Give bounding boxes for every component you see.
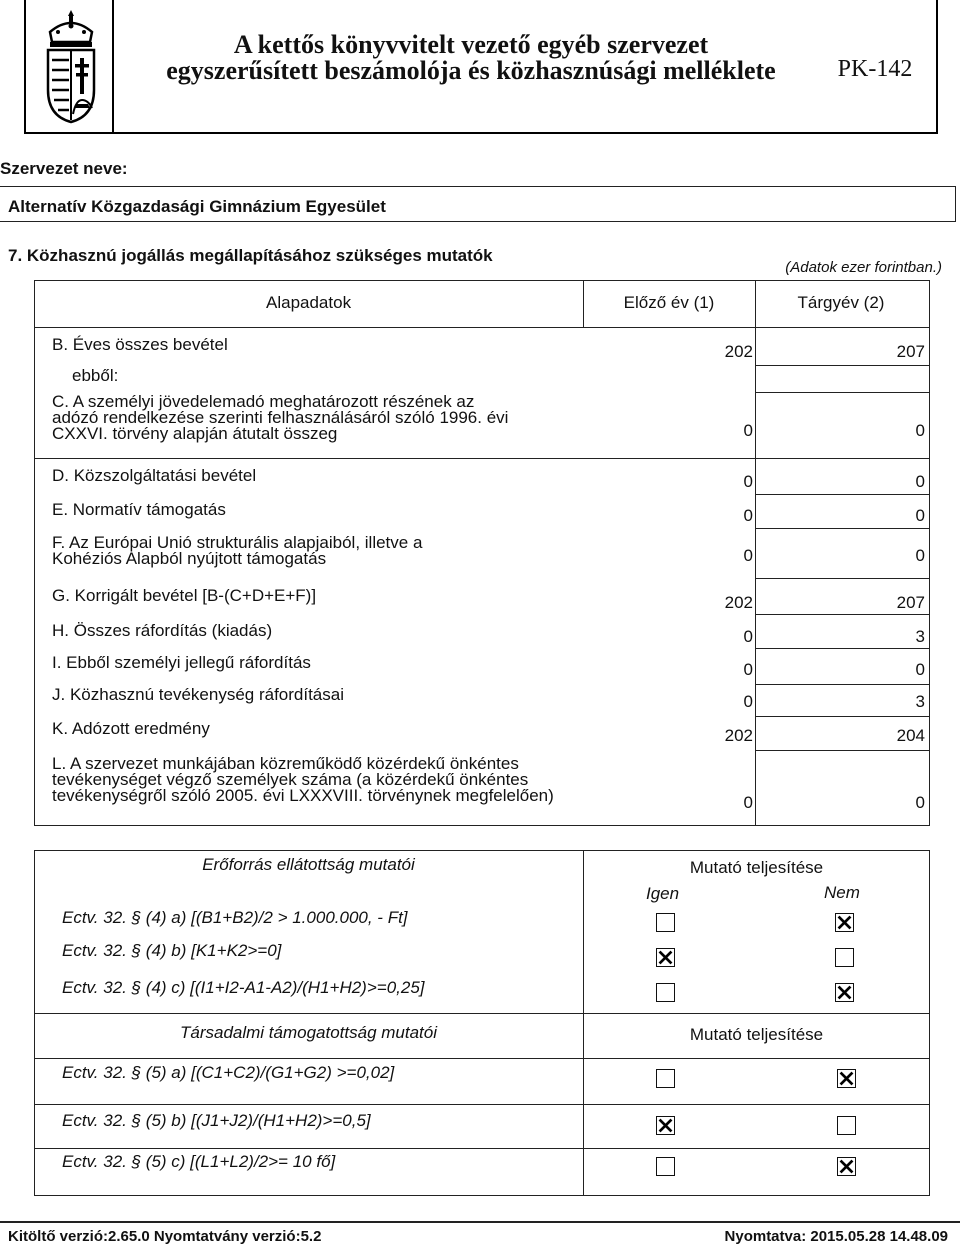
checkbox-social-b-no[interactable] [837, 1116, 856, 1135]
prev-value-h: 0 [743, 627, 753, 646]
check-mark-icon [838, 1070, 855, 1087]
check-mark-icon [836, 984, 853, 1001]
row-label-e: E. Normatív támogatás [52, 500, 226, 519]
yes-column-label: Igen [646, 884, 680, 903]
row-label-d: D. Közszolgáltatási bevétel [52, 466, 257, 485]
indicators-row-line [34, 1148, 930, 1149]
checkbox-resource-c-yes[interactable] [656, 983, 675, 1002]
row-label-h: H. Összes ráfordítás (kiadás) [52, 621, 273, 640]
no-column-label: Nem [824, 883, 860, 902]
resource-indicator-b: Ectv. 32. § (4) b) [K1+K2>=0] [62, 941, 282, 960]
curr-value-l: 0 [915, 793, 925, 812]
prev-value-i: 0 [743, 660, 753, 679]
check-mark-icon [657, 1117, 674, 1134]
row-label-k: K. Adózott eredmény [52, 719, 210, 738]
checkbox-resource-a-no[interactable] [835, 913, 854, 932]
prev-value-b: 202 [724, 342, 753, 361]
row-line [755, 614, 930, 615]
row-line [755, 494, 930, 495]
curr-value-g: 207 [896, 593, 925, 612]
row-line [34, 458, 930, 459]
header-row-line [34, 327, 930, 328]
curr-value-i: 0 [915, 660, 925, 679]
prev-value-g: 202 [724, 593, 753, 612]
indicators-col-divider [583, 850, 584, 1196]
resource-indicator-c: Ectv. 32. § (4) c) [(I1+I2-A1-A2)/(H1+H2)>=0,25] [62, 978, 425, 997]
prev-value-e: 0 [743, 506, 753, 525]
curr-value-j: 3 [915, 692, 925, 711]
row-label-of-which: ebből: [72, 366, 119, 385]
indicators-row-line [34, 1104, 930, 1105]
prev-value-k: 202 [724, 726, 753, 745]
curr-value-d: 0 [915, 472, 925, 491]
curr-value-k: 204 [896, 726, 925, 745]
social-indicator-c: Ectv. 32. § (5) c) [(L1+L2)/2>= 10 fő] [62, 1152, 336, 1171]
row-label-b: B. Éves összes bevétel [52, 335, 228, 354]
unit-note: (Adatok ezer forintban.) [785, 259, 942, 276]
social-indicators-title: Társadalmi támogatottság mutatói [179, 1023, 437, 1042]
prev-value-f: 0 [743, 546, 753, 565]
form-title-line2: egyszerűsített beszámolója és közhasznúsági melléklete [166, 56, 776, 85]
row-label-c: C. A személyi jövedelemadó meghatározott részének az adózó rendelkezése szerinti felhasználásáról szóló 1996. évi CXXVI. törvény alapján átutalt összeg [52, 392, 509, 443]
checkbox-social-a-no[interactable] [837, 1069, 856, 1088]
indicators-mid-line [34, 1013, 930, 1014]
row-line [755, 365, 930, 366]
col-header-curr: Tárgyév (2) [797, 293, 885, 312]
check-mark-icon [836, 914, 853, 931]
row-line [755, 578, 930, 579]
checkbox-social-a-yes[interactable] [656, 1069, 675, 1088]
form-code: PK-142 [837, 56, 913, 82]
form-title-line1: A kettős könyvvitelt vezető egyéb szervezet [233, 30, 709, 59]
row-label-j: J. Közhasznú tevékenység ráfordításai [52, 685, 344, 704]
curr-value-f: 0 [915, 546, 925, 565]
prev-value-d: 0 [743, 472, 753, 491]
checkbox-resource-b-no[interactable] [835, 948, 854, 967]
row-label-l: L. A szervezet munkájában közreműködő közérdekű önkéntes tevékenységet végző személyek száma (a közérdekű önkéntes tevékenységről szóló 2005. évi LXXXVIII. törvénynek megfelelően) [52, 754, 554, 805]
org-name-label: Szervezet neve: [0, 159, 128, 178]
org-name-value: Alternatív Közgazdasági Gimnázium Egyesület [8, 197, 386, 216]
row-line [755, 716, 930, 717]
checkbox-resource-a-yes[interactable] [656, 913, 675, 932]
row-line [755, 528, 930, 529]
checkbox-social-c-yes[interactable] [656, 1157, 675, 1176]
social-indicator-b: Ectv. 32. § (5) b) [(J1+J2)/(H1+H2)>=0,5] [62, 1111, 371, 1130]
checkbox-social-b-yes[interactable] [656, 1116, 675, 1135]
prev-value-j: 0 [743, 692, 753, 711]
row-label-f: F. Az Európai Unió strukturális alapjaiból, illetve a Kohéziós Alapból nyújtott támogatás [52, 533, 423, 568]
check-mark-icon [838, 1158, 855, 1175]
curr-value-h: 3 [915, 627, 925, 646]
social-indicator-a: Ectv. 32. § (5) a) [(C1+C2)/(G1+G2) >=0,02] [62, 1063, 395, 1082]
header-vdivider [112, 0, 114, 134]
coat-of-arms-icon [40, 8, 102, 126]
col-header-prev: Előző év (1) [623, 293, 715, 312]
checkbox-social-c-no[interactable] [837, 1157, 856, 1176]
resource-fulfilment-header: Mutató teljesítése [689, 858, 824, 877]
prev-value-l: 0 [743, 793, 753, 812]
check-mark-icon [657, 949, 674, 966]
social-fulfilment-header: Mutató teljesítése [689, 1025, 824, 1044]
footer-line [0, 1221, 960, 1223]
col-divider-3 [755, 328, 756, 826]
curr-value-b: 207 [896, 342, 925, 361]
col-header-basic: Alapadatok [266, 293, 352, 312]
resource-indicator-a: Ectv. 32. § (4) a) [(B1+B2)/2 > 1.000.000, - Ft] [62, 908, 408, 927]
resource-indicators-title: Erőforrás ellátottság mutatói [202, 855, 415, 874]
row-line [755, 392, 930, 393]
row-label-g: G. Korrigált bevétel [B-(C+D+E+F)] [52, 586, 317, 605]
row-line [755, 750, 930, 751]
row-label-i: I. Ebből személyi jellegű ráfordítás [52, 653, 311, 672]
indicators-row-line [34, 1058, 930, 1059]
section-title: 7. Közhasznú jogállás megállapításához szükséges mutatók [8, 246, 493, 265]
prev-value-c: 0 [743, 421, 753, 440]
footer-printed: Nyomtatva: 2015.05.28 14.48.09 [724, 1228, 948, 1245]
checkbox-resource-b-yes[interactable] [656, 948, 675, 967]
curr-value-e: 0 [915, 506, 925, 525]
row-line [755, 648, 930, 649]
checkbox-resource-c-no[interactable] [835, 983, 854, 1002]
row-line [755, 684, 930, 685]
footer-version: Kitöltő verzió:2.65.0 Nyomtatvány verzió:5.2 [8, 1228, 322, 1245]
curr-value-c: 0 [915, 421, 925, 440]
